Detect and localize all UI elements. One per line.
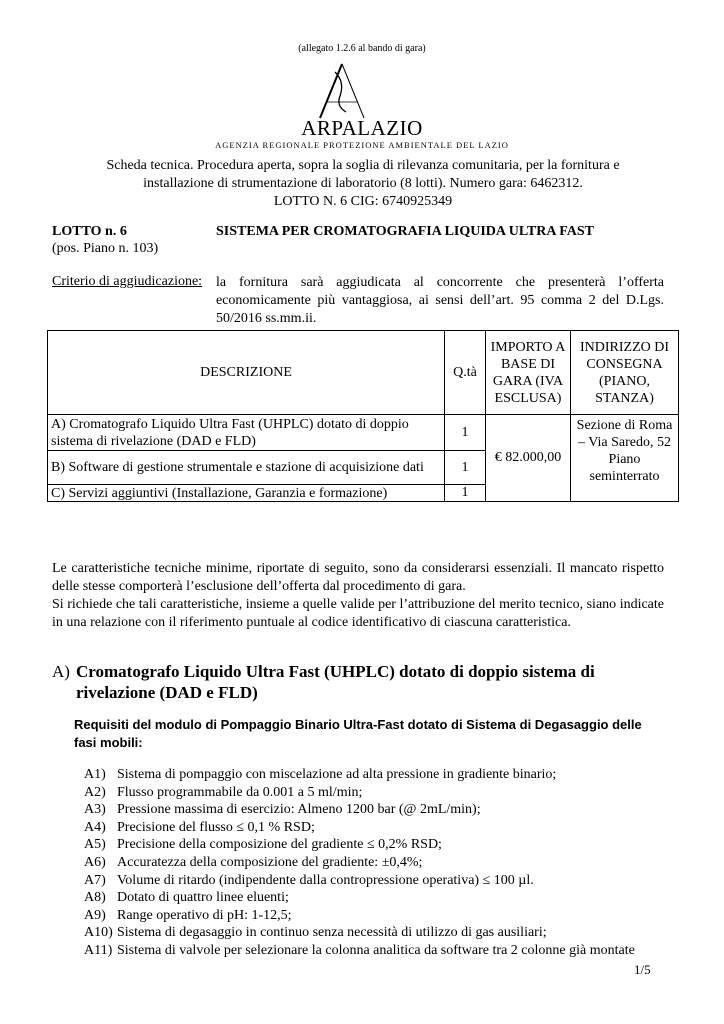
- header-importo: IMPORTO A BASE DI GARA (IVA ESCLUSA): [486, 331, 571, 415]
- header-indirizzo: INDIRIZZO DI CONSEGNA (PIANO, STANZA): [571, 331, 679, 415]
- list-item: A11) Sistema di valvole per selezionare la colonna analitica da software tra 2 colonne già montate: [84, 942, 635, 958]
- intro-line: installazione di strumentazione di laboratorio (8 lotti). Numero gara: 6462312.: [143, 176, 583, 191]
- list-item: A6) Accuratezza della composizione del gradiente: ±0,4%;: [84, 854, 423, 870]
- criterio-label: Criterio di aggiudicazione:: [52, 274, 203, 289]
- list-item: A9) Range operativo di pH: 1-12,5;: [84, 907, 292, 923]
- criterio-text: la fornitura sarà aggiudicata al concorrente che presenterà l’offerta economicamente più vantaggiosa, ai sensi dell’art. 95 comma 2 del D.Lgs. 50/2016 ss.mm.ii.: [216, 275, 664, 326]
- paragraph-relazione: Si richiede che tali caratteristiche, insieme a quelle valide per l’attribuzione del merito tecnico, siano indicate in una relazione con il riferimento puntuale al codice identificativo di ciascuna caratteristica.: [52, 597, 664, 630]
- header-descrizione: DESCRIZIONE: [48, 331, 445, 415]
- arpalazio-logo-icon: [312, 62, 372, 120]
- requirement-heading: Requisiti del modulo di Pompaggio Binario Ultra-Fast dotato di Sistema di Degasaggio delle fasi mobili:: [74, 717, 642, 750]
- requirements-list: [84, 766, 674, 960]
- list-item: A4) Precisione del flusso ≤ 0,1 % RSD;: [84, 819, 315, 835]
- list-item: A7) Volume di ritardo (indipendente dalla contropressione operativa) ≤ 100 µl.: [84, 872, 534, 888]
- section-label: A): [52, 662, 70, 681]
- lotto-title: SISTEMA PER CROMATOGRAFIA LIQUIDA ULTRA FAST: [216, 224, 594, 239]
- list-item: A5) Precisione della composizione del gradiente ≤ 0,2% RSD;: [84, 837, 442, 853]
- lotto-table: [47, 330, 679, 502]
- allegato-note: (allegato 1.2.6 al bando di gara): [298, 43, 426, 54]
- section-title: Cromatografo Liquido Ultra Fast (UHPLC) dotato di doppio sistema di rivelazione (DAD e FLD): [76, 662, 595, 702]
- table-row-desc: B) Software di gestione strumentale e stazione di acquisizione dati: [48, 451, 445, 485]
- table-row-desc: A) Cromatografo Liquido Ultra Fast (UHPLC) dotato di doppio sistema di rivelazione (DAD e FLD): [48, 415, 445, 451]
- table-row-qty: 1: [445, 415, 486, 451]
- intro-line: LOTTO N. 6 CIG: 6740925349: [273, 194, 453, 209]
- intro-block: [80, 157, 646, 211]
- logo-wordmark: ARPALAZIO: [301, 116, 423, 140]
- list-item: A3) Pressione massima di esercizio: Almeno 1200 bar (@ 2mL/min);: [84, 802, 481, 818]
- table-row-qty: 1: [445, 451, 486, 485]
- list-item: A10) Sistema di degasaggio in continuo senza necessità di utilizzo di gas ausiliari;: [84, 925, 547, 941]
- agency-name: AGENZIA REGIONALE PROTEZIONE AMBIENTALE DEL LAZIO: [215, 140, 509, 150]
- list-item: A8) Dotato di quattro linee eluenti;: [84, 890, 289, 906]
- list-item: A1) Sistema di pompaggio con miscelazione ad alta pressione in gradiente binario;: [84, 767, 557, 782]
- table-row-desc: C) Servizi aggiuntivi (Installazione, Garanzia e formazione): [48, 485, 445, 502]
- paragraph-essential: Le caratteristiche tecniche minime, riportate di seguito, sono da considerarsi essenziali. Il mancato rispetto delle stesse comporterà l’esclusione dell’offerta dal procedimento di gara.: [52, 561, 664, 594]
- indirizzo-cell: Sezione di Roma – Via Saredo, 52 Piano seminterrato: [571, 415, 679, 502]
- intro-line: Scheda tecnica. Procedura aperta, sopra la soglia di rilevanza comunitaria, per la fornitura e: [106, 158, 620, 173]
- table-row-qty: 1: [445, 485, 486, 502]
- lotto-position: (pos. Piano n. 103): [52, 241, 159, 256]
- page-number: 1/5: [634, 962, 651, 977]
- lotto-label: LOTTO n. 6: [52, 224, 127, 239]
- importo-cell: € 82.000,00: [486, 415, 571, 502]
- list-item: A2) Flusso programmabile da 0.001 a 5 ml/min;: [84, 784, 363, 800]
- section-heading: [52, 661, 664, 703]
- header-qta: Q.tà: [445, 331, 486, 415]
